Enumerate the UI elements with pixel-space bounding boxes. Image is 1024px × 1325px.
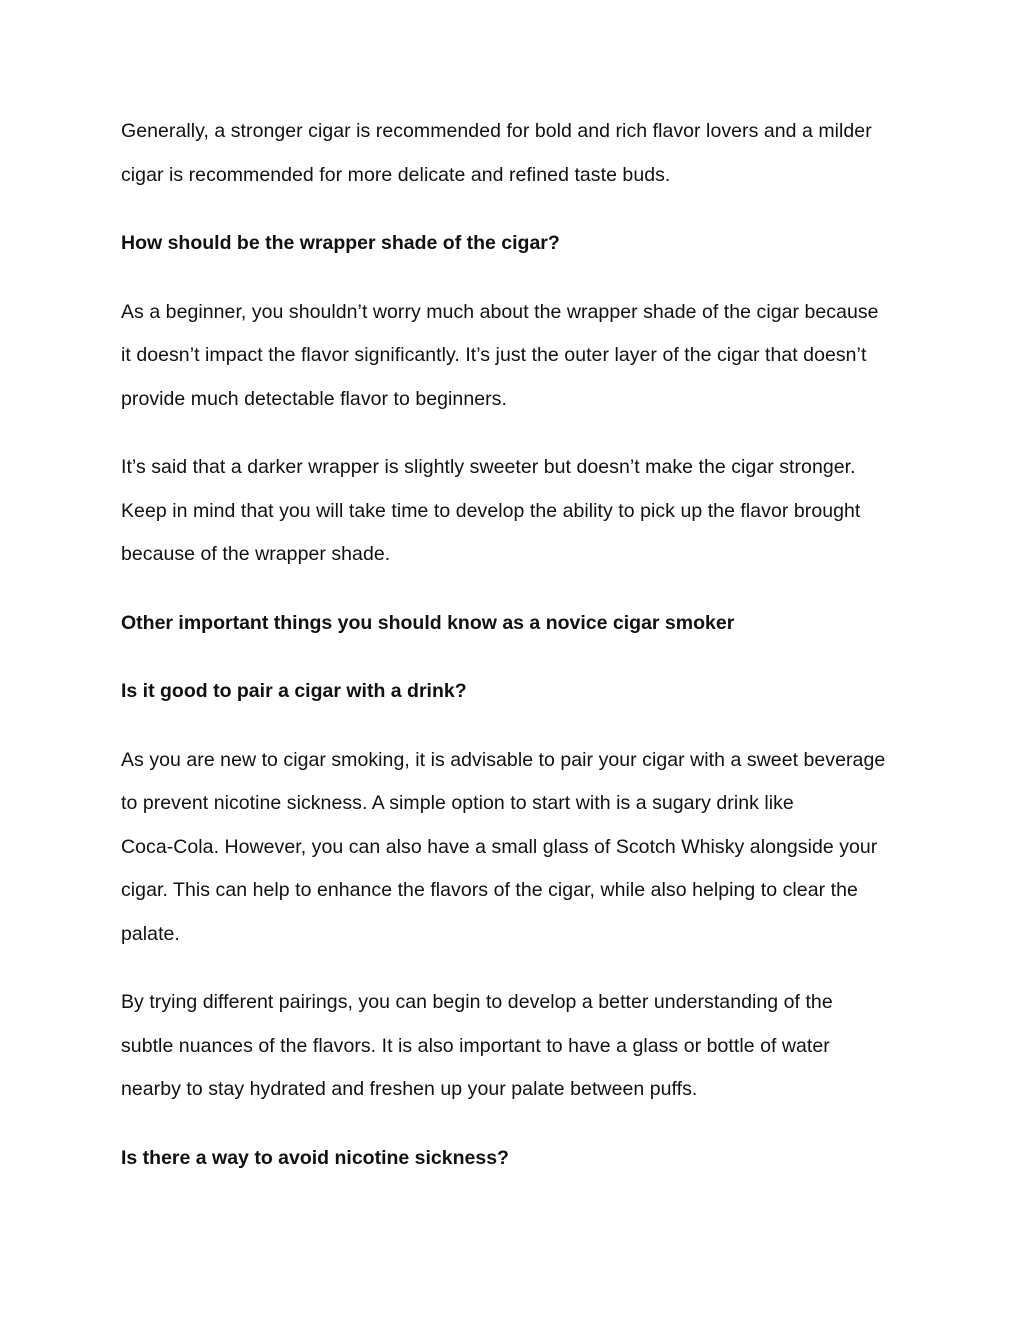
paragraph-strength-recommendation: Generally, a stronger cigar is recommended for bold and rich flavor lovers and a milder cigar is recommended for more delicate and refined taste buds.: [121, 120, 872, 186]
paragraph-darker-wrapper: It’s said that a darker wrapper is slightly sweeter but doesn’t make the cigar stronger. Keep in mind that you will take time to develop the ability to pick up the flavor brought because of the wrapper shade.: [121, 456, 861, 565]
paragraph-different-pairings: By trying different pairings, you can begin to develop a better understanding of the subtle nuances of the flavors. It is also important to have a glass or bottle of water nearby to stay hydrated and freshen up your palate between puffs.: [121, 991, 833, 1100]
paragraph-drink-pairing: As you are new to cigar smoking, it is advisable to pair your cigar with a sweet beverage to prevent nicotine sickness. A simple option to start with is a sugary drink like Coca-Cola. However, you can also have a small glass of Scotch Whisky alongside your cigar. This can help to enhance the flavors of the cigar, while also helping to clear the palate.: [121, 748, 886, 945]
heading-pair-with-drink: Is it good to pair a cigar with a drink?: [121, 680, 467, 702]
heading-wrapper-shade: How should be the wrapper shade of the cigar?: [121, 232, 560, 254]
document-page: [121, 110, 921, 1205]
paragraph-wrapper-shade-beginner: As a beginner, you shouldn’t worry much about the wrapper shade of the cigar because it doesn’t impact the flavor significantly. It’s just the outer layer of the cigar that doesn’t provide much detectable flavor to beginners.: [121, 300, 879, 410]
heading-other-important-things: Other important things you should know as a novice cigar smoker: [121, 611, 735, 634]
heading-avoid-nicotine-sickness: Is there a way to avoid nicotine sickness?: [121, 1146, 509, 1169]
